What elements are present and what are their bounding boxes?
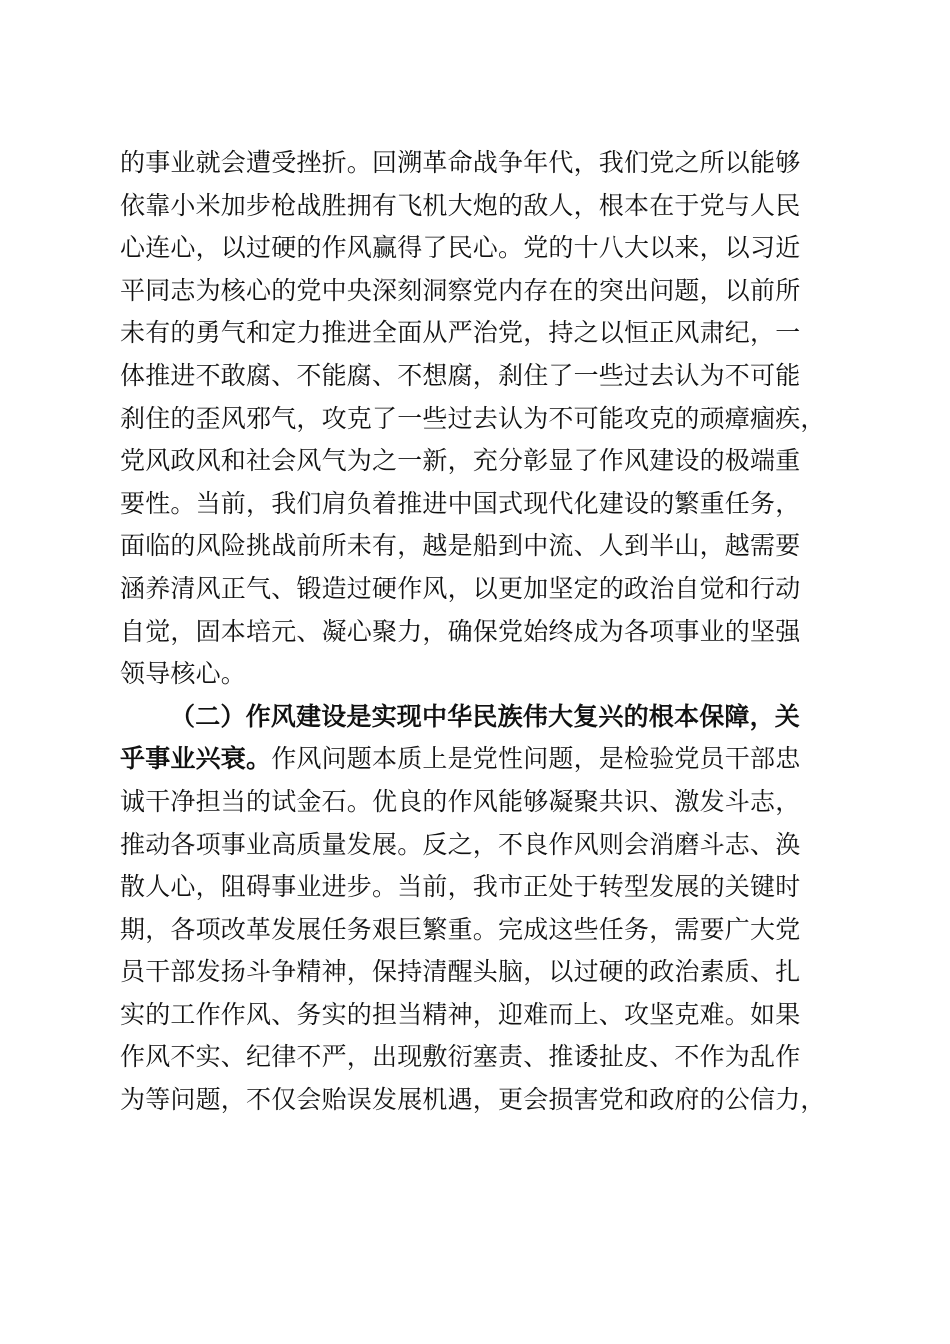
text-line: 为等问题，不仅会贻误发展机遇，更会损害党和政府的公信力，: [120, 1085, 826, 1115]
text-line: 自觉，固本培元、凝心聚力，确保党始终成为各项事业的坚强: [120, 616, 801, 646]
text-line: 刹住的歪风邪气，攻克了一些过去认为不可能攻克的顽瘴痼疾，: [120, 403, 826, 433]
text-line: 实的工作作风、务实的担当精神，迎难而上、攻坚克难。如果: [120, 999, 801, 1029]
text-line: 未有的勇气和定力推进全面从严治党，持之以恒正风肃纪，一: [120, 318, 801, 348]
text-line: 作风不实、纪律不严，出现敷衍塞责、推诿扯皮、不作为乱作: [120, 1042, 801, 1072]
body-text: [120, 142, 840, 1122]
text-line: 要性。当前，我们肩负着推进中国式现代化建设的繁重任务，: [120, 488, 801, 518]
text-line: 平同志为核心的党中央深刻洞察党内存在的突出问题，以前所: [120, 275, 801, 305]
text-line: 涵养清风正气、锻造过硬作风，以更加坚定的政治自觉和行动: [120, 573, 801, 603]
section-heading-line: （二）作风建设是实现中华民族伟大复兴的根本保障，关: [170, 701, 801, 731]
text-line: 员干部发扬斗争精神，保持清醒头脑，以过硬的政治素质、扎: [120, 957, 801, 987]
text-line: 体推进不敢腐、不能腐、不想腐，刹住了一些过去认为不可能: [120, 360, 801, 390]
section-heading-end: 乎事业兴衰。: [120, 744, 272, 774]
text-line: 的事业就会遭受挫折。回溯革命战争年代，我们党之所以能够: [120, 148, 801, 177]
text-line: 领导核心。: [120, 659, 247, 689]
text-line: 面临的风险挑战前所未有，越是船到中流、人到半山，越需要: [120, 531, 801, 561]
text-line-rest: 作风问题本质上是党性问题，是检验党员干部忠: [271, 744, 801, 774]
text-line: 依靠小米加步枪战胜拥有飞机大炮的敌人，根本在于党与人民: [120, 190, 801, 220]
paragraph-2: [120, 696, 840, 1122]
text-line: 心连心，以过硬的作风赢得了民心。党的十八大以来，以习近: [120, 233, 801, 263]
text-line: 推动各项事业高质量发展。反之，不良作风则会消磨斗志、涣: [120, 829, 801, 859]
text-line: 党风政风和社会风气为之一新，充分彰显了作风建设的极端重: [120, 446, 801, 476]
text-line: [120, 738, 840, 781]
text-line: 诚干净担当的试金石。优良的作风能够凝聚共识、激发斗志，: [120, 786, 801, 816]
text-line: 期，各项改革发展任务艰巨繁重。完成这些任务，需要广大党: [120, 914, 801, 944]
text-line: 散人心，阻碍事业进步。当前，我市正处于转型发展的关键时: [120, 872, 801, 902]
paragraph-1: [120, 142, 840, 696]
